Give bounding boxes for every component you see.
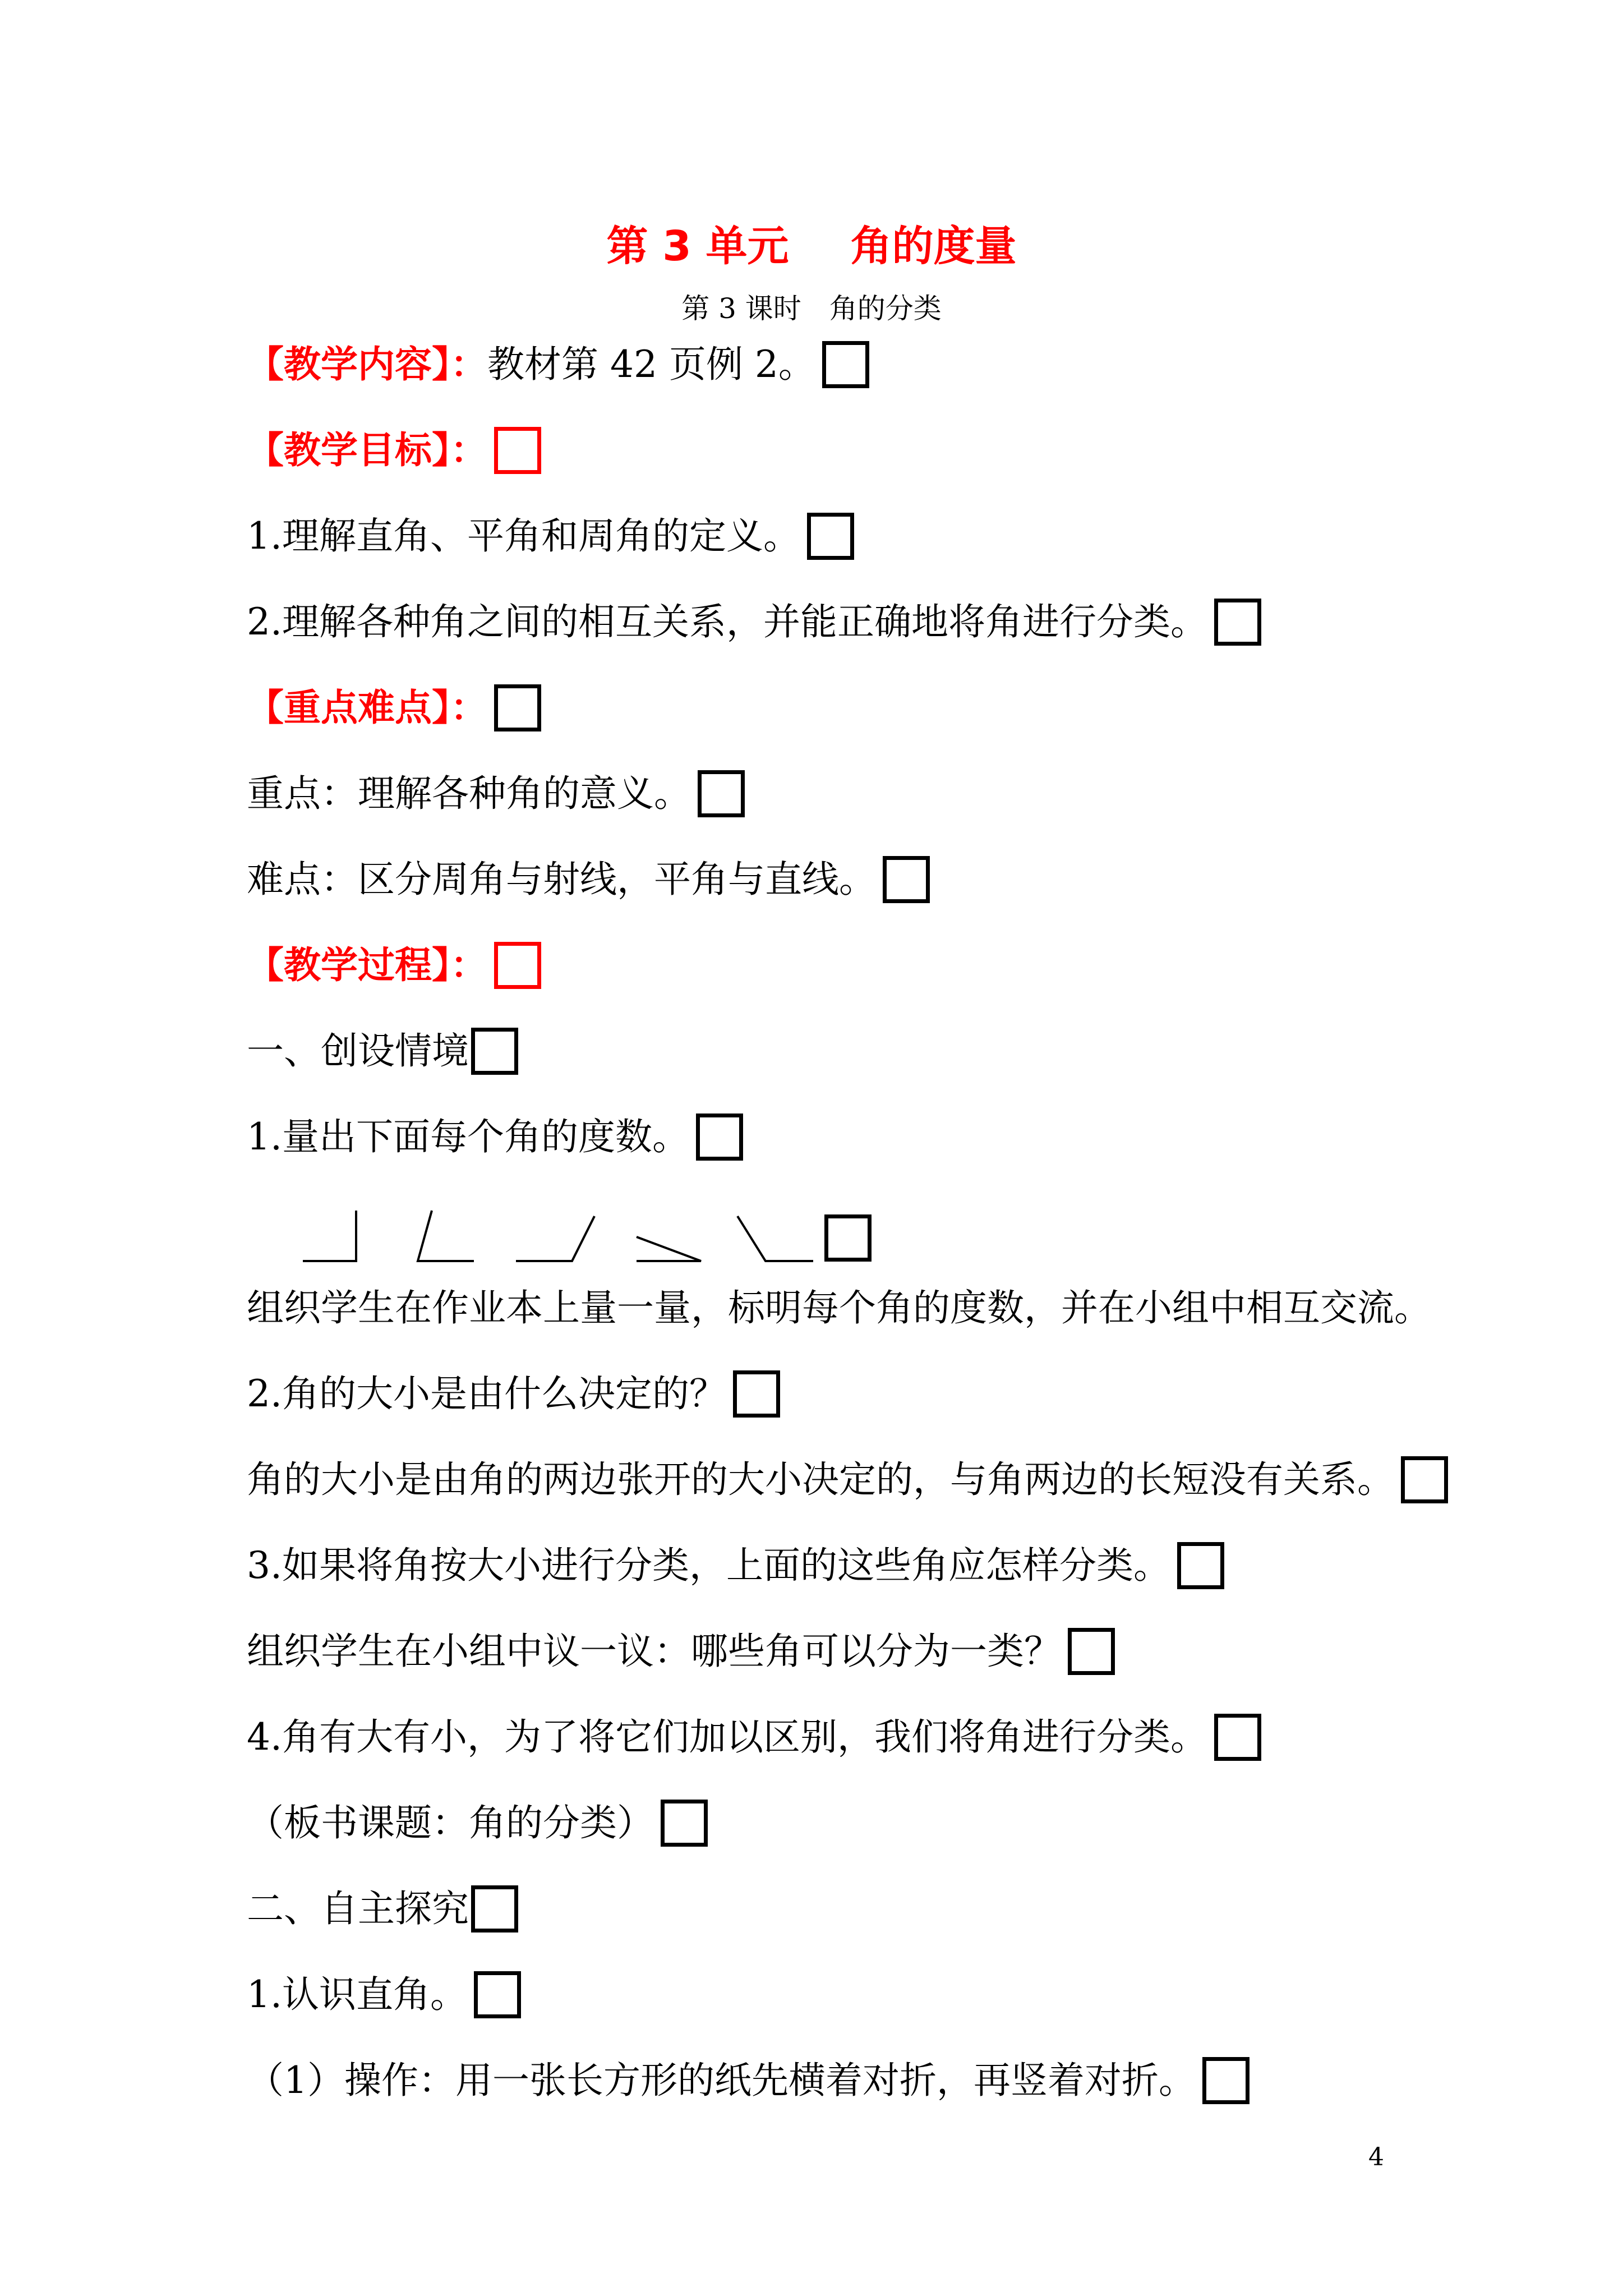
- right-angle-step-line: [247, 1967, 521, 2023]
- checkbox[interactable]: [883, 856, 930, 903]
- unit-number: 第 3 单元: [606, 222, 789, 270]
- checkbox[interactable]: [822, 341, 869, 388]
- checkbox[interactable]: [494, 684, 541, 731]
- angle-figures-svg: [292, 1189, 886, 1273]
- acute-angle-figure: [418, 1211, 474, 1261]
- checkbox[interactable]: [471, 1885, 518, 1932]
- line-text: 3.如果将角按大小进行分类，上面的这些角应怎样分类。: [247, 1544, 1170, 1587]
- obtuse-angle-figure-2: [737, 1216, 813, 1261]
- line-text: 重点：理解各种角的意义。: [247, 772, 691, 815]
- line-text: 一、创设情境: [247, 1029, 469, 1073]
- right-angle-figure: [303, 1211, 356, 1261]
- line-text: 难点：区分周角与射线，平角与直线。: [247, 858, 876, 901]
- checkbox[interactable]: [494, 942, 541, 989]
- section-two-heading: [247, 1881, 518, 1937]
- section-header: 【教学目标】：: [247, 429, 487, 472]
- obtuse-angle-figure-1: [516, 1216, 594, 1261]
- goal-item-1: [247, 508, 854, 564]
- angle-figures: [292, 1189, 886, 1273]
- step-1-line: [247, 1109, 743, 1165]
- line-text: 2.理解各种角之间的相互关系，并能正确地将角进行分类。: [247, 600, 1207, 643]
- lesson-topic: 角的分类: [829, 292, 942, 325]
- checkbox[interactable]: [1177, 1542, 1224, 1589]
- line-text: 1.认识直角。: [247, 1973, 467, 2016]
- line-text: 1.量出下面每个角的度数。: [247, 1115, 689, 1158]
- checkbox[interactable]: [494, 427, 541, 474]
- section-header: 【教学内容】：: [247, 343, 487, 386]
- checkbox[interactable]: [474, 1971, 521, 2018]
- lesson-number: 第 3 课时: [681, 292, 801, 325]
- acute-angle-figure-2: [637, 1237, 701, 1261]
- unit-title: [0, 213, 1623, 273]
- checkbox[interactable]: [1214, 1714, 1261, 1761]
- line-text: 组织学生在小组中议一议：哪些角可以分为一类？: [247, 1630, 1061, 1673]
- checkbox[interactable]: [807, 513, 854, 560]
- line-text: 角的大小是由角的两边张开的大小决定的，与角两边的长短没有关系。: [247, 1458, 1394, 1501]
- line-text: 教材第 42 页例 2。: [487, 343, 815, 386]
- checkbox[interactable]: [733, 1370, 780, 1418]
- difficulty-line: [247, 852, 930, 908]
- checkbox[interactable]: [1401, 1456, 1448, 1503]
- section-header: 【重点难点】：: [247, 686, 487, 729]
- goal-item-2: [247, 594, 1261, 650]
- instruction-line: [247, 1280, 1431, 1336]
- checkbox[interactable]: [1214, 599, 1261, 646]
- discussion-line: [247, 1623, 1115, 1680]
- step-3-line: [247, 1538, 1224, 1594]
- checkbox[interactable]: [471, 1028, 518, 1075]
- line-text: 二、自主探究: [247, 1887, 469, 1930]
- checkbox[interactable]: [698, 770, 745, 817]
- unit-topic: 角的度量: [850, 222, 1017, 270]
- key-points-header-line: [247, 680, 541, 736]
- key-point-line: [247, 766, 745, 822]
- checkbox[interactable]: [696, 1114, 743, 1161]
- checkbox[interactable]: [1068, 1628, 1115, 1675]
- checkbox[interactable]: [824, 1214, 872, 1262]
- lesson-subtitle: [0, 286, 1623, 326]
- checkbox[interactable]: [1202, 2057, 1249, 2104]
- step-4-line: [247, 1709, 1261, 1765]
- line-text: （板书课题：角的分类）: [247, 1801, 654, 1844]
- line-text: 4.角有大有小，为了将它们加以区别，我们将角进行分类。: [247, 1715, 1207, 1759]
- section-one-heading: [247, 1023, 518, 1079]
- teaching-content-line: [247, 337, 869, 393]
- operation-line: [247, 2053, 1249, 2109]
- answer-line: [247, 1452, 1448, 1508]
- line-text: 1.理解直角、平角和周角的定义。: [247, 514, 800, 558]
- line-text: 2.角的大小是由什么决定的？: [247, 1372, 726, 1415]
- line-text: 组织学生在作业本上量一量，标明每个角的度数，并在小组中相互交流。: [247, 1286, 1431, 1329]
- line-text: （1）操作：用一张长方形的纸先横着对折，再竖着对折。: [247, 2059, 1196, 2102]
- page-number: 4: [1368, 2143, 1384, 2171]
- step-2-line: [247, 1366, 780, 1422]
- board-title-line: [247, 1795, 708, 1851]
- teaching-process-header-line: [247, 937, 541, 993]
- checkbox[interactable]: [661, 1800, 708, 1847]
- section-header: 【教学过程】：: [247, 944, 487, 987]
- teaching-goals-header-line: [247, 422, 541, 478]
